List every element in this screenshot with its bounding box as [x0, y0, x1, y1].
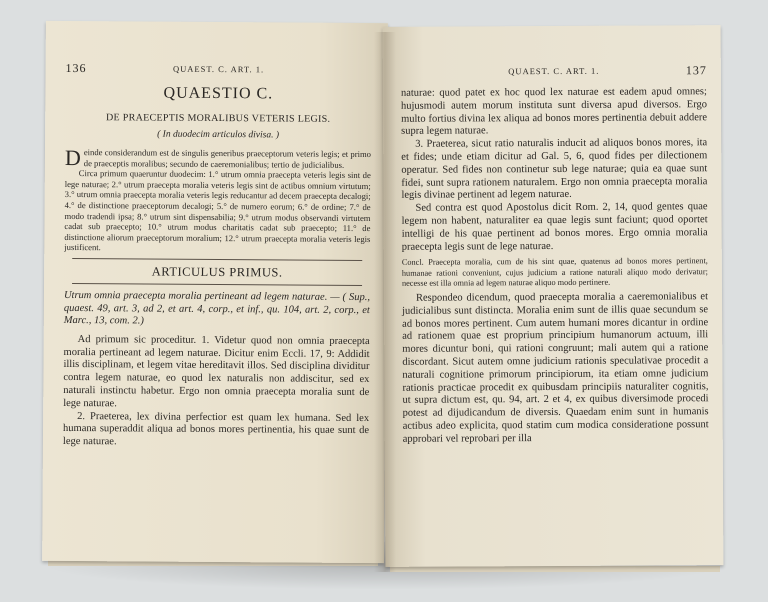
intro-text: einde considerandum est de singulis generibus praeceptorum veteris legis; et primo de praeceptis moralibus; secundo de caeremonialibus; tertio de judicialibus.: [83, 147, 372, 170]
divider: [72, 258, 362, 261]
open-book: [38, 22, 732, 587]
conclusion: Concl. Praecepta moralia, cum de his sint quae, quatenus ad bonos mores pertinent, humanae rationi conveniunt, cujus judicium a ratione naturali aliquo modo derivatur; necesse est illa omnia ad legem naturae aliquo modo pertinere.: [401, 256, 708, 288]
drop-cap: D: [64, 144, 81, 171]
objection-2: 2. Praeterea, lex divina perfectior est quam lex humana. Sed lex humana superaddit aliqua ad bonos mores pertinentia, his quae sunt de lege naturae.: [62, 410, 370, 448]
book-gutter: [374, 32, 396, 572]
questions-list: Circa primum quaeruntur duodecim: 1.° utrum omnia praecepta veteris legis sint de lege naturae; 2.° utrum praecepta moralia veteris legis sint de actibus omnium virtutum; 3.° utrum omnia praecepta moralia veteris legis reducantur ad decem praecepta decalogi; 4.° de distinctione praeceptorum decalogi; 5.° de numero eorum; 6.° de ordine; 7.° de modo tradendi ipsa; 8.° utrum sint dispensabilia; 9.° utrum modus observandi virtutem cadat sub praecepto; 10.° utrum modus charitatis cadat sub praecepto; 11.° de distinctione aliorum praeceptorum moralium; 12.° utrum praecepta moralia veteris legis justificent.: [64, 168, 371, 253]
respondeo: Respondeo dicendum, quod praecepta moralia a caeremonialibus et judicialibus sunt distincta. Moralia enim sunt de illis quae secundum se ad bonos mores pertinent. Cum autem humani mores dicantur in ordine ad rationem quae est proprium principium humanorum actuum, illi mores dicuntur boni, qui rationi congruunt; mali autem qui a ratione discordant. Sicut autem omne judicium rationis speculativae procedit a naturali cognitione primorum principiorum, ita etiam omne judicium rationis practicae procedit ex quibusdam principiis naturaliter cognitis, ut supra dictum est, qu. 94, art. 2 et 4, ex quibus diversimode procedi potest ad dijudicandum de diversis. Quaedam enim sunt in humanis actibus adeo explicita, quod statim cum modica consideratione possunt approbari vel reprobari per illa: [402, 291, 709, 445]
right-running-title: QUAEST. C. ART. 1.: [508, 65, 600, 77]
left-running-title: QUAEST. C. ART. 1.: [172, 63, 265, 75]
objection-1: Ad primum sic proceditur. 1. Videtur quod non omnia praecepta moralia pertineant ad legem naturae. Dicitur enim Eccli. 17, 9: Addidit illis disciplinam, et legem vitae hereditavit illos. Sed disciplina dividitur contra legem naturae, eo quod lex naturalis non addiscitur, sed ex naturali instinctu habetur. Ergo non omnia praecepta moralia sunt de lege naturae.: [63, 333, 370, 410]
left-page: [42, 21, 388, 563]
sed-contra: Sed contra est quod Apostolus dicit Rom. 2, 14, quod gentes quae legem non habent, naturaliter ea quae legis sunt faciunt; quod oportet intelligi de his quae pertinent ad bonos mores. Ergo omnia moralia praecepta legis sunt de lege naturae.: [401, 201, 708, 253]
right-running-header: [401, 63, 707, 80]
divider: [72, 283, 362, 286]
right-page-number: 137: [685, 63, 707, 78]
question-title: QUAESTIO C.: [163, 84, 274, 103]
objection-2-continued: naturae: quod patet ex hoc quod lex naturae est eadem apud omnes; hujusmodi autem morum instituta sunt diversa apud diversos. Ergo multo fortius divina lex aliqua ad bonos mores pertinentia debuit addere supra legem naturae.: [400, 86, 708, 138]
article-question: Utrum omnia praecepta moralia pertineant ad legem naturae. — ( Sup., quaest. 49, art. 3, ad 2, et art. 4, corp., et inf., qu. 104, art. 2, corp., et Marc., 13, com. 2.): [63, 289, 371, 327]
right-page: [383, 25, 724, 567]
left-page-number: 136: [65, 60, 87, 76]
article-heading: ARTICULUS PRIMUS.: [151, 264, 283, 280]
question-subtitle: DE PRAECEPTIS MORALIBUS VETERIS LEGIS.: [106, 112, 331, 125]
left-running-header: [66, 61, 372, 78]
objection-3: 3. Praeterea, sicut ratio naturalis inducit ad aliquos bonos mores, ita et fides; unde etiam dicitur ad Gal. 5, 6, quod fides per dilectionem operatur. Sed fides non continetur sub lege naturae; quia ea quae sunt fidei, sunt supra rationem naturalem. Ergo non omnia praecepta moralia legis divinae pertinent ad legem naturae.: [401, 137, 708, 202]
division-note: ( In duodecim articulos divisa. ): [157, 129, 280, 141]
intro-paragraph: [64, 144, 372, 171]
right-page-edge: [390, 566, 720, 572]
